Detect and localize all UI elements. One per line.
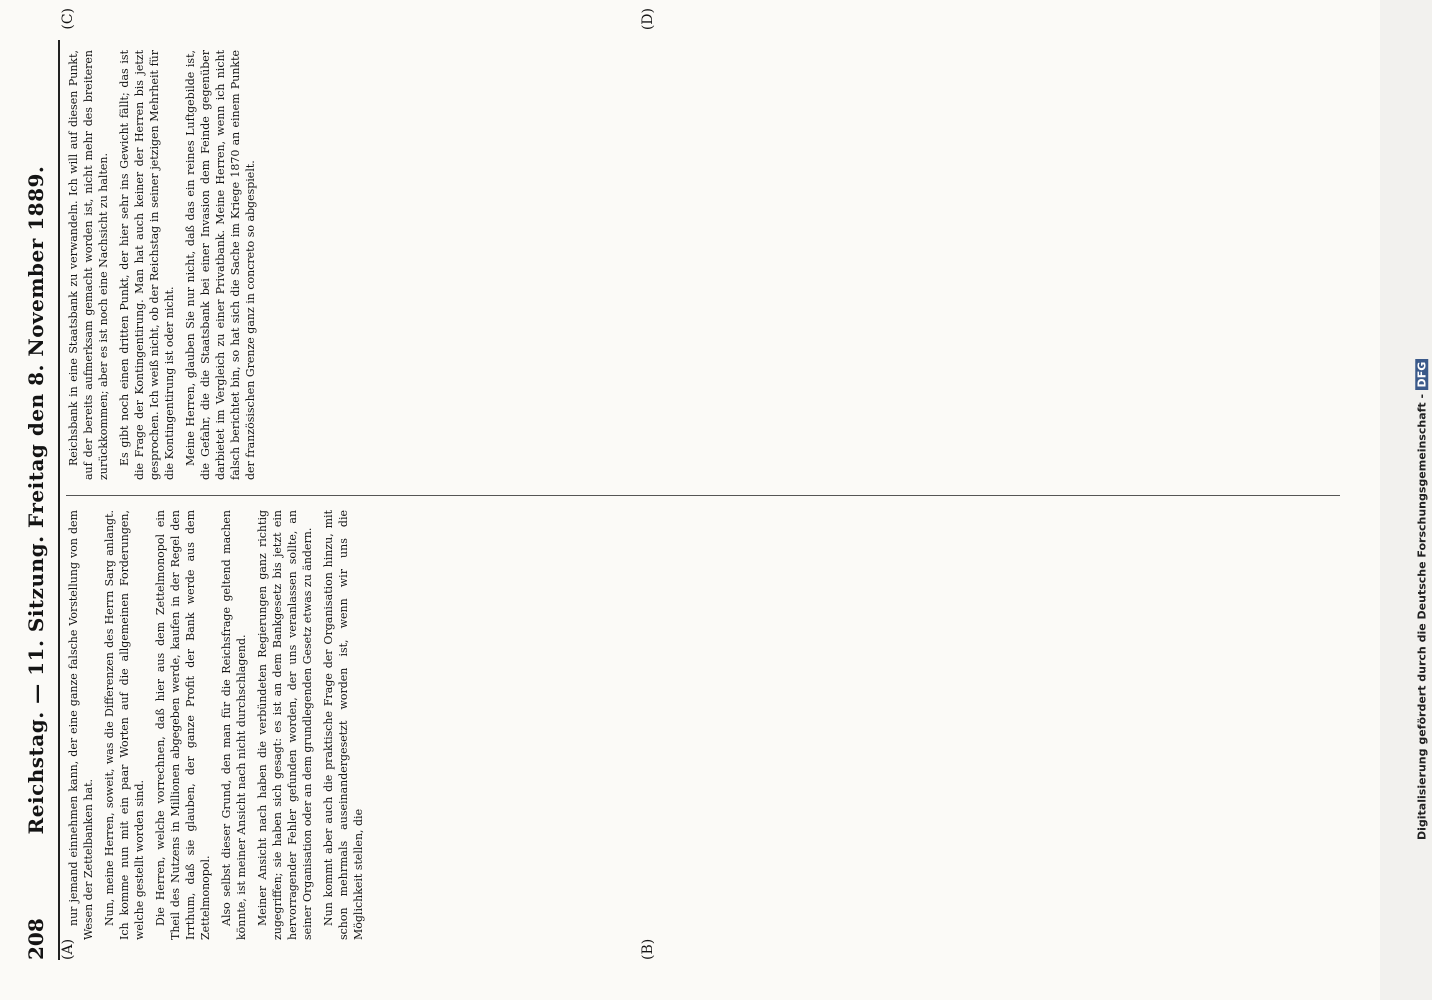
- paragraph: nur jemand einnehmen kann, der eine ganze falsche Vorstellung von dem Wesen der Zettelbanken hat.: [67, 510, 95, 940]
- page-header: [24, 40, 54, 960]
- paragraph: Meiner Ansicht nach haben die verbündeten Regierungen ganz richtig zugegriffen; sie haben sich gesagt: es ist an dem Bankgesetz bis jetzt ein hervorragender Fehler gefunden worden, der uns veranlassen sollte, an seiner Organisation oder an dem grundlegenden Gesetz etwas zu ändern.: [256, 510, 314, 940]
- left-column: [66, 510, 1340, 940]
- page-title: Reichstag. — 11. Sitzung. Freitag den 8. November 1889.: [24, 165, 48, 835]
- digitization-credit: [1404, 0, 1428, 1000]
- margin-marker-c: (C): [60, 8, 76, 30]
- dfg-logo: DFG: [1415, 359, 1428, 391]
- paragraph: Reichsbank in eine Staatsbank zu verwandeln. Ich will auf diesen Punkt, auf der bereits aufmerksam gemacht worden ist, nicht mehr des breiteren zurückkommen; aber es ist noch eine Nachsicht zu halten.: [67, 50, 110, 480]
- paragraph: Also selbst dieser Grund, den man für die Reichsfrage geltend machen könnte, ist meiner Ansicht nach nicht durchschlagend.: [220, 510, 248, 940]
- paragraph: Nun kommt aber auch die praktische Frage der Organisation hinzu, mit schon mehrmals auseinandergesetzt worden ist, wenn wir uns die Möglichkeit stellen, die: [322, 510, 365, 940]
- paragraph: Nun, meine Herren, soweit, was die Differenzen des Herrn Sarg anlangt. Ich komme nun mit ein paar Worten auf die allgemeinen Forderungen, welche gestellt worden sind.: [103, 510, 146, 940]
- credit-text: [1415, 359, 1428, 840]
- right-column: [66, 50, 1340, 480]
- column-divider: [66, 495, 1340, 496]
- paragraph: Die Herren, welche vorrechnen, daß hier aus dem Zettelmonopol ein Theil des Nutzens in Millionen abgegeben werde, kaufen in der Regel den Irrthum, daß sie glauben, der ganze Profit der Bank werde aus dem Zettelmonopol.: [154, 510, 212, 940]
- margin-marker-b: (B): [640, 938, 656, 960]
- credit-label: Digitalisierung gefördert durch die Deutsche Forschungsgemeinschaft -: [1415, 393, 1428, 840]
- paragraph: Es gibt noch einen dritten Punkt, der hier sehr ins Gewicht fällt; das ist die Frage der Kontingentirung. Man hat auch keiner der Herren bis jetzt gesprochen. Ich weiß nicht, ob der Reichstag in seiner jetzigen Mehrheit für die Kontingentirung ist oder nicht.: [118, 50, 176, 480]
- margin-marker-a: (A): [60, 938, 76, 960]
- margin-marker-d: (D): [640, 8, 656, 31]
- paragraph: Meine Herren, glauben Sie nur nicht, daß das ein reines Luftgebilde ist, die Gefahr, die die Staatsbank bei einer Invasion dem Feinde gegenüber darbietet im Vergleich zu einer Privatbank. Meine Herren, wenn ich nicht falsch berichtet bin, so hat sich die Sache im Kriege 1870 an einem Punkte der französischen Grenze ganz in concreto so abgespielt.: [184, 50, 257, 480]
- page-number: 208: [24, 918, 48, 960]
- header-rule: [58, 40, 60, 960]
